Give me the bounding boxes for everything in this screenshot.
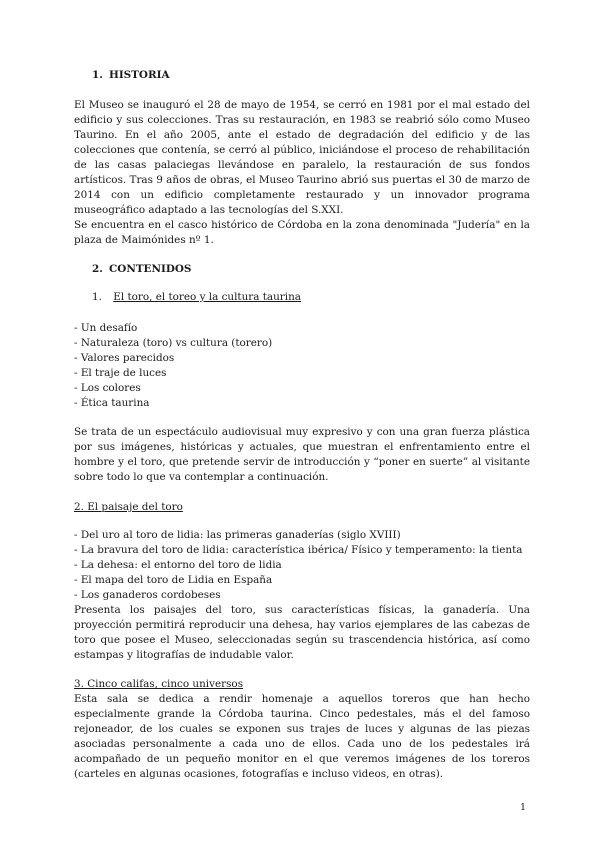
subheading-number: 1.	[92, 291, 102, 303]
list-item: - La bravura del toro de lidia: característica ibérica/ Físico y temperamento: la tienta	[74, 544, 523, 556]
heading-historia	[92, 68, 530, 86]
list-item: - Ética taurina	[74, 397, 150, 409]
list-item: - Valores parecidos	[74, 352, 175, 364]
heading-contenidos	[92, 262, 530, 280]
list-item: - Los colores	[74, 382, 141, 394]
list-item: - El traje de luces	[74, 367, 167, 379]
paisaje-toro-paragraph: Presenta los paisajes del toro, sus características físicas, la ganadería. Una proyección permitirá reproducir una dehesa, hay varios ejemplares de las cabezas de toro que posee el Museo, seleccionadas según su trascendencia histórica, así como estampas y litografías de indudable valor.	[74, 604, 530, 661]
heading-number: 1.	[92, 69, 103, 81]
list-item: - Naturaleza (toro) vs cultura (torero)	[74, 337, 273, 349]
subheading-cinco-califas: 3. Cinco califas, cinco universos	[74, 678, 244, 690]
list-item: - Un desafío	[74, 322, 138, 334]
list-item: - La dehesa: el entorno del toro de lidia	[74, 559, 282, 571]
document-body	[74, 68, 530, 782]
heading-title: CONTENIDOS	[109, 263, 192, 275]
subheading-title: El toro, el toreo y la cultura taurina	[113, 291, 301, 303]
subheading-toro-toreo	[92, 290, 530, 305]
toro-toreo-paragraph: Se trata de un espectáculo audiovisual muy expresivo y con una gran fuerza plástica por sus imágenes, históricas y actuales, que muestran el enfrentamiento entre el hombre y el toro, que pretende servir de introducción y “poner en suerte” al visitante sobre todo lo que va contemplar a continuación.	[74, 426, 530, 483]
heading-number: 2.	[92, 263, 103, 275]
list-item: - Del uro al toro de lidia: las primeras ganaderías (siglo XVIII)	[74, 529, 401, 541]
historia-paragraph-2: Se encuentra en el casco histórico de Córdoba en la zona denominada "Judería" en la plaza de Maimónides nº 1.	[74, 219, 530, 246]
heading-title: HISTORIA	[109, 69, 170, 81]
list-item: - Los ganaderos cordobeses	[74, 589, 221, 601]
cinco-califas-paragraph: Esta sala se dedica a rendir homenaje a aquellos toreros que han hecho especialmente grande la Córdoba taurina. Cinco pedestales, más el del famoso rejoneador, de los cuales se exponen sus trajes de luces y algunas de las piezas asociadas personalmente a cada uno de ellos. Cada uno de los pedestales irá acompañado de un pequeño monitor en el que veremos imágenes de los toreros (carteles en algunas ocasiones, fotografías e incluso videos, en otras).	[74, 693, 530, 780]
subheading-paisaje-toro: 2. El paisaje del toro	[74, 501, 183, 513]
paisaje-toro-list	[74, 528, 530, 603]
historia-paragraph-1: El Museo se inauguró el 28 de mayo de 1954, se cerró en 1981 por el mal estado del edificio y sus colecciones. Tras su restauración, en 1983 se reabrió sólo como Museo Taurino. En el año 2005, ante el estado de degradación del edificio y de las colecciones que contenía, se cerró al público, iniciándose el proceso de rehabilitación de las casas palaciegas llevándose en paralelo, la restauración de sus fondos artísticos. Tras 9 años de obras, el Museo Taurino abrió sus puertas el 30 de marzo de 2014 con un edificio completamente restaurado y un innovador programa museográfico adaptado a las tecnologías del S.XXI.	[74, 99, 530, 216]
list-item: - El mapa del toro de Lidia en España	[74, 574, 273, 586]
toro-toreo-list	[74, 321, 530, 411]
page-number: 1	[520, 802, 527, 813]
